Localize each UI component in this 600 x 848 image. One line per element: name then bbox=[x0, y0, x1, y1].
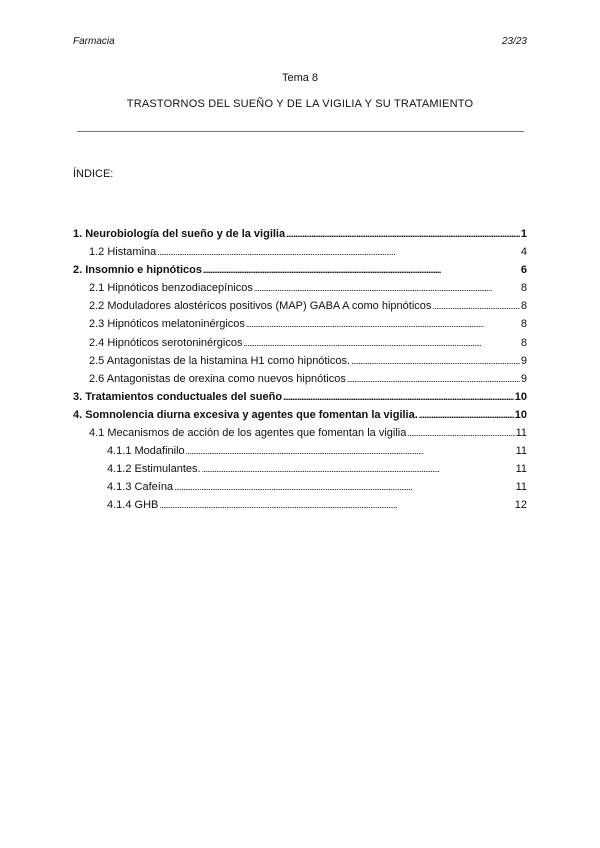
toc-entry-page: 6 bbox=[520, 264, 527, 277]
toc-entry-title: 2. Insomnio e hipnóticos bbox=[73, 264, 202, 277]
toc-entry-page: 8 bbox=[520, 282, 527, 295]
topic-number: Tema 8 bbox=[281, 72, 319, 84]
toc-entry[interactable] bbox=[73, 282, 527, 300]
toc-entry-page: 11 bbox=[515, 463, 527, 476]
toc-entry-title: 4. Somnolencia diurna excesiva y agentes que fomentan la vigilia. bbox=[73, 408, 418, 421]
toc-entry-title: 4.1.4 GHB bbox=[107, 499, 159, 512]
toc-entry-title: 1.2 Histamina bbox=[89, 246, 157, 259]
toc-entry-title: 4.1.1 Modafinilo bbox=[107, 445, 185, 458]
toc-entry-page: 8 bbox=[520, 336, 527, 349]
toc-entry-page: 10 bbox=[514, 408, 527, 421]
toc-entry-title: 2.4 Hipnóticos serotoninérgicos bbox=[89, 336, 243, 349]
dot-leader bbox=[174, 481, 515, 493]
dot-leader bbox=[407, 427, 514, 439]
toc-entry[interactable] bbox=[73, 445, 527, 463]
toc-entry-page: 1 bbox=[520, 228, 527, 240]
toc-entry[interactable] bbox=[73, 373, 527, 391]
toc-entry[interactable] bbox=[73, 499, 527, 517]
toc-entry-page: 11 bbox=[515, 481, 527, 494]
toc-entry[interactable] bbox=[73, 463, 527, 481]
dot-leader bbox=[202, 463, 515, 475]
dot-leader bbox=[432, 300, 519, 312]
toc-entry-title: 2.3 Hipnóticos melatoninérgicos bbox=[89, 318, 245, 331]
dot-leader bbox=[157, 246, 520, 258]
toc-entry-page: 9 bbox=[520, 372, 527, 385]
dot-leader bbox=[347, 373, 520, 385]
document-title: TRASTORNOS DEL SUEÑO Y DE LA VIGILIA Y SU TRATAMIENTO bbox=[126, 98, 474, 110]
dot-leader bbox=[254, 282, 520, 294]
toc-entry-title: 4.1 Mecanismos de acción de los agentes que fomentan la vigilia bbox=[89, 427, 407, 440]
dot-leader bbox=[243, 337, 519, 349]
toc-entry[interactable] bbox=[73, 318, 527, 336]
toc-entry-page: 4 bbox=[520, 246, 527, 259]
header-course: Farmacia bbox=[73, 36, 115, 47]
toc-entry[interactable] bbox=[73, 300, 527, 318]
dot-leader bbox=[159, 499, 513, 511]
toc-entry[interactable] bbox=[73, 337, 527, 355]
dot-leader bbox=[203, 264, 520, 276]
toc-entry-title: 3. Tratamientos conductuales del sueño bbox=[73, 390, 283, 403]
dot-leader bbox=[186, 445, 515, 457]
toc-entry-title: 1. Neurobiología del sueño y de la vigilia bbox=[73, 228, 286, 240]
toc-entry[interactable] bbox=[73, 264, 527, 282]
toc-entry-title: 2.2 Moduladores alostéricos positivos (MAP) GABA A como hipnóticos bbox=[89, 300, 432, 313]
toc-entry-title: 2.6 Antagonistas de orexina como nuevos hipnóticos bbox=[89, 372, 346, 385]
dot-leader bbox=[351, 355, 520, 367]
header-page-number: 23/23 bbox=[501, 36, 527, 47]
dot-leader bbox=[246, 318, 520, 330]
index-heading: ÍNDICE: bbox=[73, 168, 114, 180]
dot-leader bbox=[283, 391, 514, 403]
table-of-contents bbox=[73, 228, 527, 518]
toc-entry-title: 4.1.2 Estimulantes. bbox=[107, 463, 201, 476]
toc-entry[interactable] bbox=[73, 409, 527, 427]
title-divider bbox=[77, 131, 524, 132]
toc-entry-page: 12 bbox=[514, 499, 527, 512]
toc-entry-title: 4.1.3 Cafeína bbox=[107, 481, 174, 494]
toc-entry-page: 11 bbox=[515, 427, 527, 440]
toc-entry-page: 11 bbox=[515, 445, 527, 458]
toc-entry-page: 8 bbox=[520, 318, 527, 331]
toc-entry-title: 2.1 Hipnóticos benzodiacepínicos bbox=[89, 282, 253, 295]
toc-entry[interactable] bbox=[73, 481, 527, 499]
toc-entry-page: 9 bbox=[520, 354, 527, 367]
dot-leader bbox=[419, 409, 514, 421]
toc-entry[interactable] bbox=[73, 391, 527, 409]
toc-entry-page: 10 bbox=[514, 390, 527, 403]
toc-entry-title: 2.5 Antagonistas de la histamina H1 como hipnóticos. bbox=[89, 354, 351, 367]
toc-entry-page: 8 bbox=[520, 300, 527, 313]
toc-entry[interactable] bbox=[73, 228, 527, 246]
toc-entry[interactable] bbox=[73, 246, 527, 264]
toc-entry[interactable] bbox=[73, 355, 527, 373]
dot-leader bbox=[286, 228, 520, 240]
toc-entry[interactable] bbox=[73, 427, 527, 445]
